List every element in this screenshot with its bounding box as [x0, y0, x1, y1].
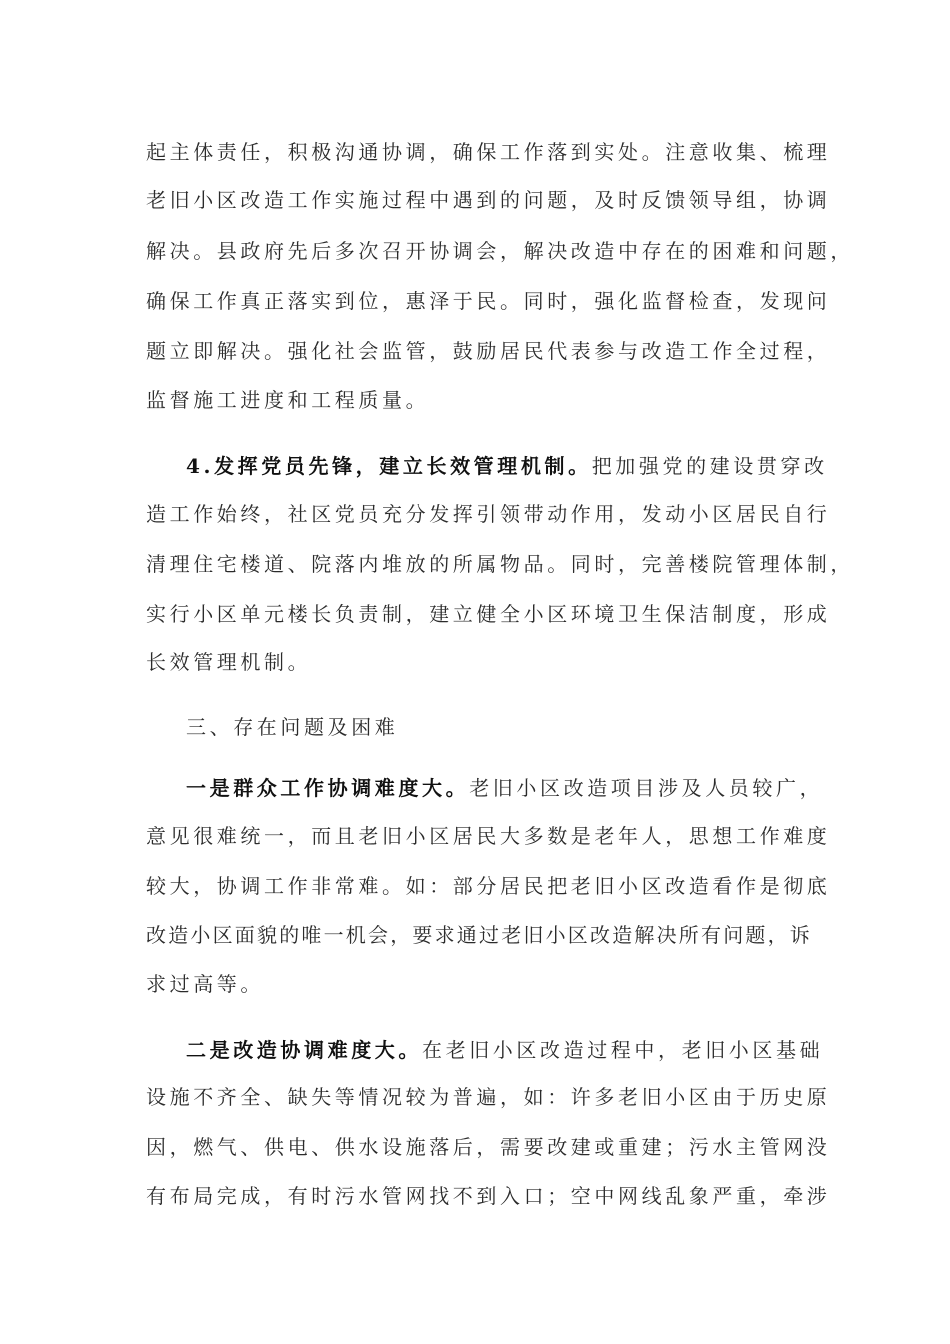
- paragraph-heading: 4.发挥党员先锋，建立长效管理机制。: [186, 454, 592, 478]
- section-title: 三、存在问题及困难: [186, 715, 399, 739]
- paragraph-first-line-text: 把加强党的建设贯穿改: [591, 454, 828, 478]
- paragraph-line: 长效管理机制。: [146, 650, 312, 674]
- paragraph-line: 题立即解决。强化社会监管，鼓励居民代表参与改造工作全过程，: [146, 339, 831, 363]
- paragraph-first-line: [186, 774, 823, 802]
- paragraph-first-line: [186, 1036, 823, 1064]
- paragraph-line: 解决。县政府先后多次召开协调会，解决改造中存在的困难和问题，: [146, 239, 854, 263]
- paragraph-line: 确保工作真正落实到位，惠泽于民。同时，强化监督检查，发现问: [146, 289, 831, 313]
- paragraph-line: 改造小区面貌的唯一机会，要求通过老旧小区改造解决所有问题，诉: [146, 923, 812, 947]
- paragraph-heading: 一是群众工作协调难度大。: [186, 776, 470, 800]
- paragraph-line: 设施不齐全、缺失等情况较为普遍，如：许多老旧小区由于历史原: [146, 1085, 831, 1109]
- paragraph-heading: 二是改造协调难度大。: [186, 1038, 422, 1062]
- paragraph-line: 起主体责任，积极沟通协调，确保工作落到实处。注意收集、梳理: [146, 140, 831, 164]
- paragraph-first-line-text: 老旧小区改造项目涉及人员较广，: [469, 776, 824, 800]
- paragraph-line: 实行小区单元楼长负责制，建立健全小区环境卫生保洁制度，形成: [146, 602, 831, 626]
- paragraph-line: 求过高等。: [146, 972, 264, 996]
- paragraph-line: 老旧小区改造工作实施过程中遇到的问题，及时反馈领导组，协调: [146, 188, 831, 212]
- paragraph-first-line: [186, 452, 828, 480]
- paragraph-line: 有布局完成，有时污水管网找不到入口；空中网线乱象严重，牵涉: [146, 1184, 831, 1208]
- paragraph-first-line-text: 在老旧小区改造过程中，老旧小区基础: [422, 1038, 824, 1062]
- paragraph-line: 因，燃气、供电、供水设施落后，需要改建或重建；污水主管网没: [146, 1135, 831, 1159]
- paragraph-line: 意见很难统一，而且老旧小区居民大多数是老年人，思想工作难度: [146, 824, 831, 848]
- paragraph-line: 清理住宅楼道、院落内堆放的所属物品。同时，完善楼院管理体制，: [146, 552, 854, 576]
- paragraph-line: 监督施工进度和工程质量。: [146, 388, 430, 412]
- paragraph-line: 较大，协调工作非常难。如：部分居民把老旧小区改造看作是彻底: [146, 874, 831, 898]
- paragraph-line: 造工作始终，社区党员充分发挥引领带动作用，发动小区居民自行: [146, 502, 831, 526]
